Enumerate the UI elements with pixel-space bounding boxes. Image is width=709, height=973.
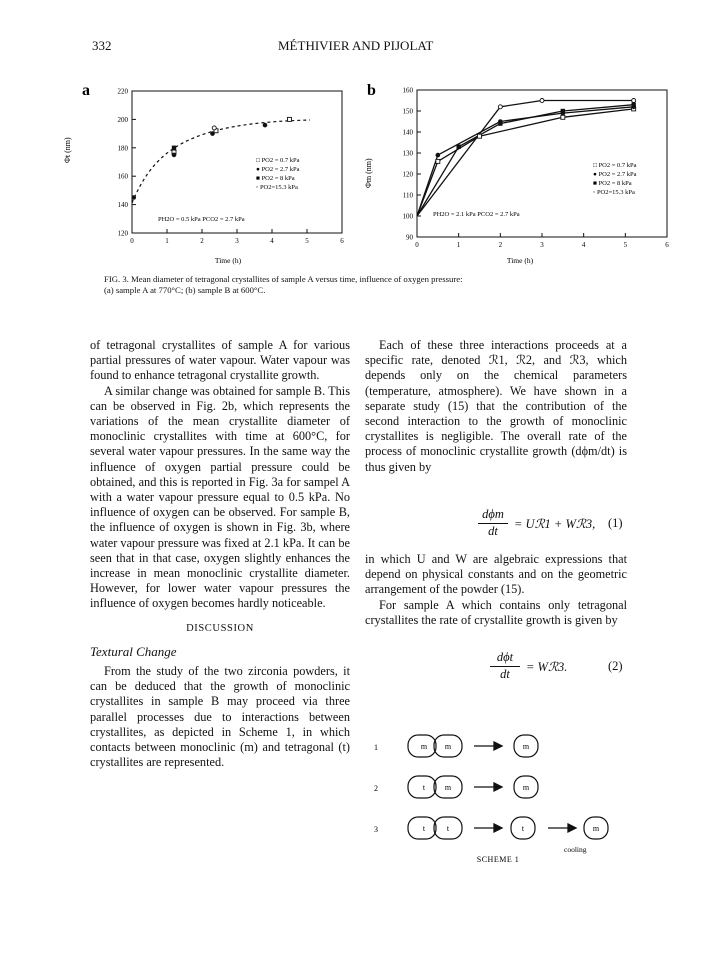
data-point (561, 115, 565, 119)
scheme-cooling-label: cooling (564, 845, 587, 854)
legend-b (593, 162, 637, 196)
x-tick-label: 4 (270, 237, 274, 245)
figure-caption (104, 274, 604, 296)
right-paragraph-2: in which U and W are algebraic expressions that depend on physical constants and on the geometric arrangement of the powder (15). (365, 552, 627, 597)
legend-b-2: ● PO2 = 2.7 kPa (593, 171, 637, 178)
data-point (263, 123, 268, 128)
eq1-denominator: dt (488, 524, 498, 538)
left-paragraph-2: A similar change was obtained for sample B. This can be observed in Fig. 2b, which represents the variations of the mean crystallite diameter of monoclinic crystallites with time at 600°C, for several water vapour pressures. In the same way the influence of oxygen partial pressure could be obtained, and this is reported in Fig. 3a for sampel A with a water vapour pressure equal to 0.5 kPa. No influence of oxygen can be observed. For sample B, the influence of oxygen is shown in Fig. 3b, where water vapour pressure was fixed at 2.1 kPa. It can be seen that in that case, oxygen slightly enhances the increase in mean monoclinic crystallite diameter. However, for lower water vapour pressures the influence of oxygen becomes hardly noticeable. (90, 383, 350, 611)
y-tick-label: 180 (117, 144, 128, 153)
eq2-fraction (490, 650, 520, 682)
caption-line-2: (a) sample A at 770°C; (b) sample B at 600°C. (104, 285, 266, 295)
data-point (498, 121, 502, 125)
svg-text:t: t (521, 824, 525, 833)
legend-a-1: □ PO2 = 0.7 kPa (256, 157, 300, 164)
panel-letter-b: b (367, 82, 376, 99)
y-tick-label: 130 (402, 149, 413, 158)
scheme-caption: SCHEME 1 (476, 855, 520, 864)
y-tick-label: 120 (117, 229, 128, 238)
y-tick-label: 100 (402, 212, 413, 221)
y-axis-label-b: Φm (nm) (364, 158, 373, 188)
legend-a (256, 157, 300, 191)
x-tick-label: 5 (305, 237, 309, 245)
eq2-number: (2) (608, 659, 623, 673)
scheme-row-numbers (374, 743, 378, 834)
y-tick-label: 150 (402, 107, 413, 116)
data-point (631, 103, 635, 107)
legend-b-3: ■ PO2 = 8 kPa (593, 180, 632, 187)
scheme-row-1-number: 1 (374, 743, 378, 752)
conditions-a: PH2O = 0.5 kPa PCO2 = 2.7 kPa (158, 216, 245, 223)
fit-curves-b (417, 101, 634, 217)
x-ticks-a (130, 229, 344, 245)
arrow-icon (494, 824, 502, 832)
y-tick-label: 200 (117, 115, 128, 124)
x-tick-label: 2 (498, 241, 503, 249)
legend-a-4: ◦ PO2=15.3 kPa (256, 184, 298, 191)
data-point (632, 99, 636, 103)
y-tick-label: 110 (402, 191, 413, 200)
right-column (365, 338, 627, 475)
y-tick-label: 90 (406, 233, 413, 242)
left-paragraph-3: From the study of the two zirconia powders, it can be deduced that the growth of monoclinic crystallites in sample B may proceed via three parallel processes due to interactions between crystallites, as depicted in Scheme 1, in which contacts between monoclinic (m) and tetragonal (t) crystallites are represented. (90, 664, 350, 770)
figure-3b-chart (345, 78, 675, 268)
arrow-icon (494, 742, 502, 750)
x-tick-label: 4 (581, 241, 586, 249)
data-point (288, 117, 292, 121)
legend-b-1: □ PO2 = 0.7 kPa (593, 162, 637, 169)
panel-letter-a: a (82, 82, 90, 99)
data-point (478, 134, 482, 138)
figure-3a-chart (60, 78, 350, 268)
left-column (90, 338, 350, 770)
x-axis-label-a: Time (h) (214, 256, 242, 265)
x-tick-label: 3 (540, 241, 544, 249)
x-tick-label: 1 (456, 241, 461, 249)
y-tick-label: 220 (117, 87, 128, 96)
y-ticks-a (118, 88, 137, 238)
y-ticks-b (403, 87, 422, 242)
y-tick-label: 140 (402, 128, 413, 137)
right-column-cont (365, 552, 627, 628)
svg-text:t: t (422, 783, 426, 792)
plot-frame-a (132, 91, 342, 233)
left-paragraph-1: of tetragonal crystallites of sample A for various partial pressures of water vapour. Water vapour was found to enhance tetragonal crystallite growth. (90, 338, 350, 383)
scheme-row-2-number: 2 (374, 784, 378, 793)
eq2-rhs: = Wℛ3. (526, 660, 568, 674)
x-tick-label: 2 (200, 237, 204, 245)
eq1-numerator: dϕm (478, 507, 508, 524)
page-number: 332 (92, 38, 112, 53)
x-tick-label: 6 (340, 237, 344, 245)
right-paragraph-3: For sample A which contains only tetragonal crystallites the rate of crystallite growth is given by (365, 597, 627, 627)
x-tick-label: 1 (165, 237, 169, 245)
svg-text:m: m (522, 783, 530, 792)
svg-text:m: m (444, 783, 452, 792)
section-heading: DISCUSSION (186, 622, 254, 634)
data-point (131, 195, 136, 200)
data-point (561, 109, 565, 113)
scheme-1-diagram (368, 720, 628, 868)
eq1-rhs: = Uℛ1 + Wℛ3, (514, 517, 596, 531)
scheme-crystallites (408, 735, 608, 839)
svg-text:m: m (444, 742, 452, 751)
data-point (172, 146, 176, 150)
subsection-heading: Textural Change (90, 643, 177, 659)
arrow-icon (494, 783, 502, 791)
eq2-numerator: dϕt (490, 650, 520, 667)
data-point (498, 105, 502, 109)
x-tick-label: 3 (235, 237, 239, 245)
series-line (417, 105, 634, 216)
running-title: MÉTHIVIER AND PIJOLAT (278, 38, 434, 53)
svg-text:m: m (592, 824, 600, 833)
x-axis-label-b: Time (h) (506, 256, 534, 265)
data-point (456, 145, 460, 149)
caption-line-1: FIG. 3. Mean diameter of tetragonal crystallites of sample A versus time, influence of oxygen pressure: (104, 274, 463, 284)
x-tick-label: 6 (665, 241, 669, 249)
y-axis-label-a: Φt (nm) (63, 137, 72, 163)
x-tick-label: 0 (415, 241, 419, 249)
eq1-number: (1) (608, 516, 623, 530)
data-point (210, 131, 215, 136)
x-tick-label: 0 (130, 237, 134, 245)
y-tick-label: 120 (402, 170, 413, 179)
scheme-labels (421, 742, 600, 833)
x-tick-label: 5 (623, 241, 628, 249)
legend-b-4: ◦ PO2=15.3 kPa (593, 189, 635, 196)
conditions-b: PH2O = 2.1 kPa PCO2 = 2.7 kPa (433, 211, 520, 218)
svg-text:t: t (422, 824, 426, 833)
scheme-row-3-number: 3 (374, 825, 378, 834)
legend-a-3: ■ PO2 = 8 kPa (256, 175, 295, 182)
right-paragraph-1: Each of these three interactions proceeds at a specific rate, denoted ℛ1, ℛ2, and ℛ3, which depends only on the chemical parameters (temperature, atmosphere). We have shown in a separate study (15) that the contribution of the second interaction to the growth of monoclinic crystallites is negligible. The overall rate of the process of monoclinic crystallite growth (dϕm/dt) is thus given by (365, 338, 627, 474)
svg-text:t: t (446, 824, 450, 833)
data-point (540, 99, 544, 103)
x-ticks-b (415, 233, 669, 249)
data-point (436, 153, 441, 158)
legend-a-2: ● PO2 = 2.7 kPa (256, 166, 300, 173)
svg-text:m: m (522, 742, 530, 751)
data-points-b (436, 99, 636, 164)
y-tick-label: 160 (402, 86, 413, 95)
y-tick-label: 140 (117, 201, 128, 210)
svg-text:m: m (420, 742, 428, 751)
eq1-fraction (478, 507, 508, 539)
data-point (172, 153, 177, 158)
arrow-icon (568, 824, 576, 832)
data-point (212, 126, 216, 130)
data-point (436, 159, 440, 163)
eq2-denominator: dt (500, 667, 510, 681)
y-tick-label: 160 (117, 172, 128, 181)
